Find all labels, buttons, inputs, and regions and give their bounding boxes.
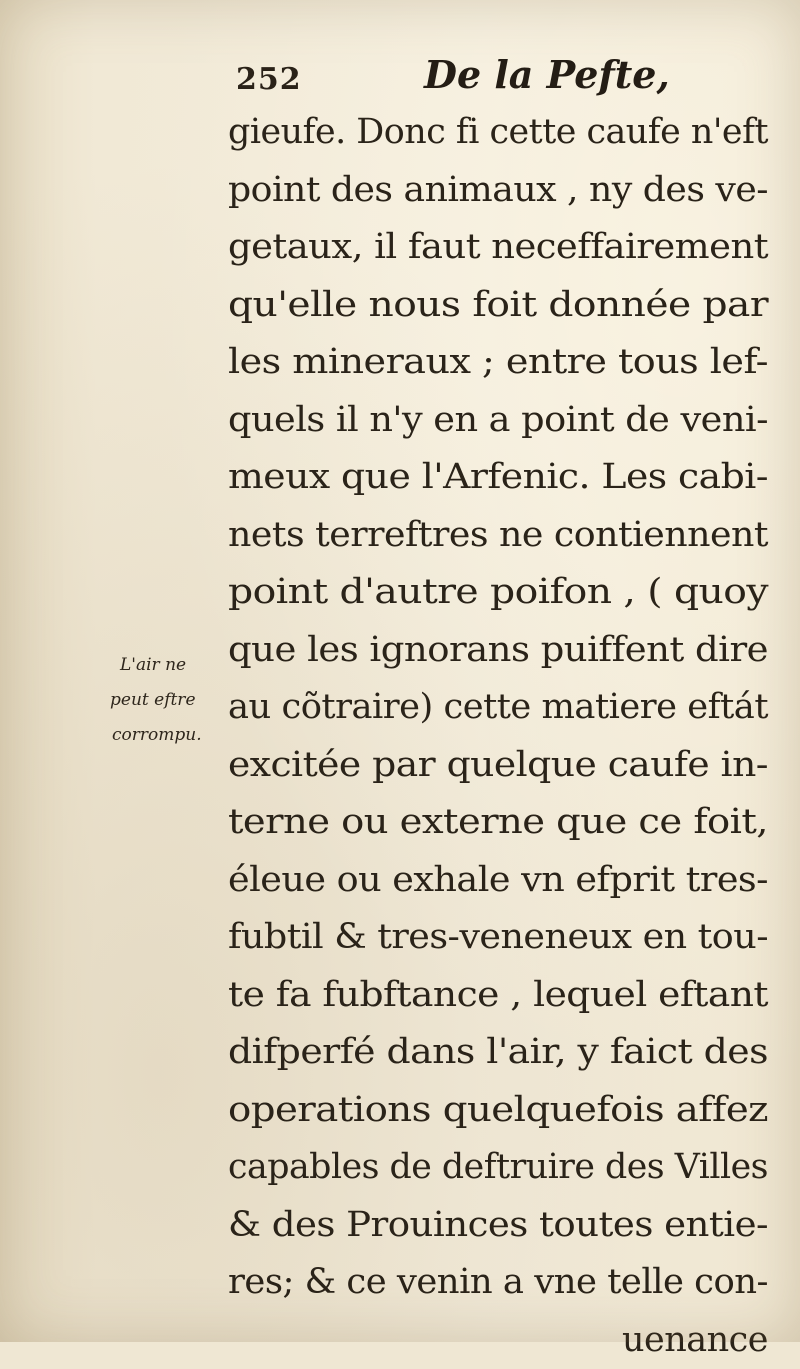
text-line: difperfé dans l'air, y faict des	[228, 1024, 768, 1082]
marginal-note-line: peut eftre	[110, 683, 218, 718]
text-line: te fa fubftance , lequel eftant	[228, 967, 768, 1025]
page-number: 252	[236, 62, 302, 97]
marginal-note-line: L'air ne	[110, 648, 218, 683]
text-line: éleue ou exhale vn efprit tres-	[228, 852, 768, 910]
text-line: excitée par quelque caufe in-	[228, 737, 768, 795]
text-line: operations quelquefois affez	[228, 1082, 768, 1140]
running-title: De la Pefte,	[424, 52, 670, 97]
marginal-note	[110, 648, 218, 753]
text-line: fubtil & tres-veneneux en tou-	[228, 909, 768, 967]
text-line: au cõtraire) cette matiere eftát	[228, 679, 768, 737]
text-line: & des Prouinces toutes entie-	[228, 1197, 768, 1255]
text-line: gieufe. Donc fi cette caufe n'eft	[228, 104, 768, 162]
text-line: que les ignorans puiffent dire	[228, 622, 768, 680]
text-line: getaux, il faut neceffairement	[228, 219, 768, 277]
text-line: nets terreftres ne contiennent	[228, 507, 768, 565]
text-line: res; & ce venin a vne telle con-	[228, 1254, 768, 1312]
text-line: capables de deftruire des Villes	[228, 1139, 768, 1197]
catchword: uenance	[228, 1312, 768, 1369]
text-line: les mineraux ; entre tous lef-	[228, 334, 768, 392]
text-line: qu'elle nous foit donnée par	[228, 277, 768, 335]
body-text	[228, 104, 768, 1369]
text-line: quels il n'y en a point de veni-	[228, 392, 768, 450]
page-header	[236, 52, 756, 108]
text-line: meux que l'Arfenic. Les cabi-	[228, 449, 768, 507]
text-line: point des animaux , ny des ve-	[228, 162, 768, 220]
text-line: terne ou externe que ce foit,	[228, 794, 768, 852]
marginal-note-line: corrompu.	[110, 718, 218, 753]
text-line: point d'autre poifon , ( quoy	[228, 564, 768, 622]
